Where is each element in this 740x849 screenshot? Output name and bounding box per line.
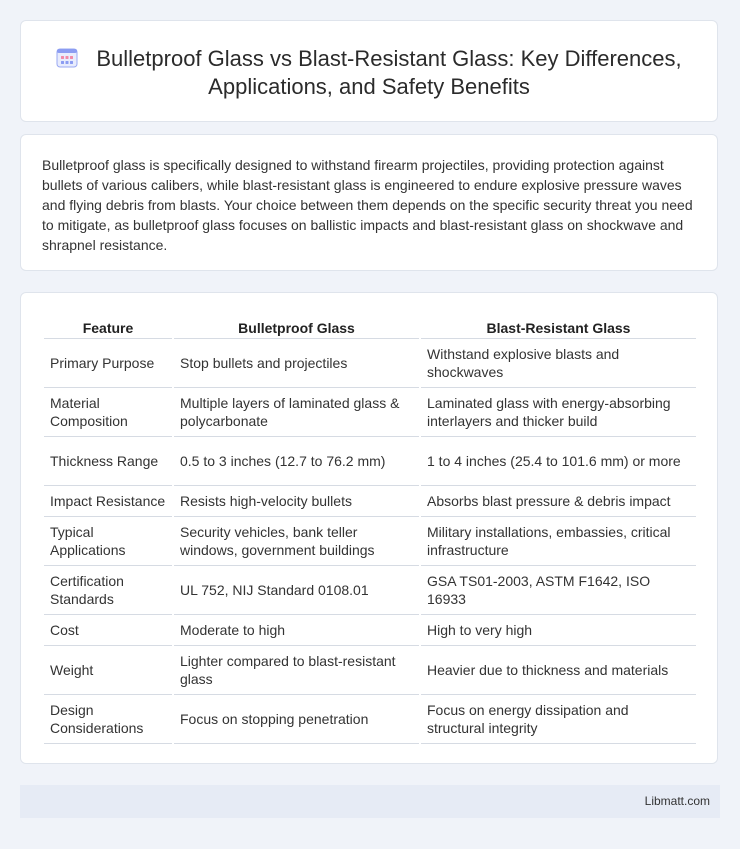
title-card: [20, 20, 718, 122]
table-header-row: [44, 315, 696, 339]
table-row: [44, 615, 696, 646]
intro-paragraph: Bulletproof glass is specifically designed to withstand firearm projectiles, providing protection against bullets of various calibers, while blast-resistant glass is engineered to endure explosive pressure waves and flying debris from blasts. Your choice between them depends on the specific security threat you need to mitigate, as bulletproof glass focuses on ballistic impacts and blast-resistant glass on shockwave and shrapnel resistance.: [42, 157, 693, 253]
row-blast-resistant: High to very high: [421, 615, 696, 646]
intro-card: [20, 134, 718, 271]
row-bulletproof: Security vehicles, bank teller windows, government buildings: [174, 517, 419, 566]
page-title-text: Bulletproof Glass vs Blast-Resistant Glass: Key Differences, Applications, and Safety Benefits: [96, 46, 682, 99]
comparison-card: [20, 292, 718, 764]
row-bulletproof: Moderate to high: [174, 615, 419, 646]
row-bulletproof: UL 752, NIJ Standard 0108.01: [174, 566, 419, 615]
row-feature: Design Considerations: [44, 695, 172, 744]
footer-bar: [20, 785, 720, 818]
row-blast-resistant: Withstand explosive blasts and shockwaves: [421, 339, 696, 388]
header-blast-resistant: Blast-Resistant Glass: [421, 315, 696, 339]
row-bulletproof: Stop bullets and projectiles: [174, 339, 419, 388]
row-blast-resistant: GSA TS01-2003, ASTM F1642, ISO 16933: [421, 566, 696, 615]
row-bulletproof: 0.5 to 3 inches (12.7 to 76.2 mm): [174, 437, 419, 486]
table-row: [44, 695, 696, 744]
table-row: [44, 388, 696, 437]
table-row: [44, 339, 696, 388]
row-feature: Certification Standards: [44, 566, 172, 615]
comparison-table: [42, 315, 698, 744]
footer-site-link[interactable]: Libmatt.com: [644, 794, 710, 808]
header-bulletproof: Bulletproof Glass: [174, 315, 419, 339]
row-bulletproof: Lighter compared to blast-resistant glass: [174, 646, 419, 695]
row-blast-resistant: Military installations, embassies, critical infrastructure: [421, 517, 696, 566]
row-feature: Thickness Range: [44, 437, 172, 486]
row-feature: Impact Resistance: [44, 486, 172, 517]
row-blast-resistant: Heavier due to thickness and materials: [421, 646, 696, 695]
table-row: [44, 566, 696, 615]
table-row: [44, 517, 696, 566]
row-feature: Primary Purpose: [44, 339, 172, 388]
row-bulletproof: Focus on stopping penetration: [174, 695, 419, 744]
table-row: [44, 486, 696, 517]
calendar-grid-icon: [56, 48, 78, 68]
table-row: [44, 437, 696, 486]
row-blast-resistant: Absorbs blast pressure & debris impact: [421, 486, 696, 517]
table-row: [44, 646, 696, 695]
row-feature: Weight: [44, 646, 172, 695]
row-blast-resistant: 1 to 4 inches (25.4 to 101.6 mm) or more: [421, 437, 696, 486]
row-bulletproof: Resists high-velocity bullets: [174, 486, 419, 517]
header-feature: Feature: [44, 315, 172, 339]
row-feature: Material Composition: [44, 388, 172, 437]
row-bulletproof: Multiple layers of laminated glass & polycarbonate: [174, 388, 419, 437]
row-blast-resistant: Focus on energy dissipation and structural integrity: [421, 695, 696, 744]
row-blast-resistant: Laminated glass with energy-absorbing interlayers and thicker build: [421, 388, 696, 437]
row-feature: Cost: [44, 615, 172, 646]
row-feature: Typical Applications: [44, 517, 172, 566]
page-title: [21, 45, 717, 101]
